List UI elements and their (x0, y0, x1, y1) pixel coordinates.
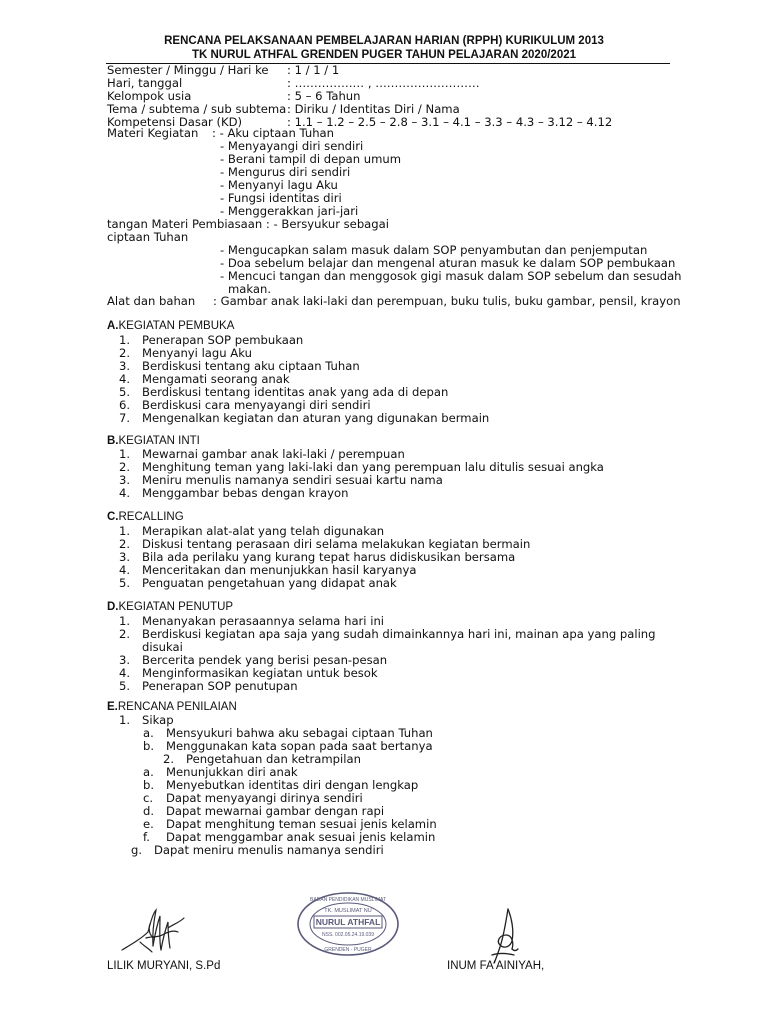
list-item: b. Menggunakan kata sopan pada saat bertanya (143, 739, 433, 753)
left-signatory-name: LILIK MURYANI, S.Pd (107, 960, 221, 972)
list-item: f. Dapat menggambar anak sesuai jenis kelamin (143, 830, 436, 844)
pembiasaan-item: - Mengucapkan salam masuk dalam SOP penyambutan dan penjemputan (220, 243, 648, 257)
semester-label: Semester / Minggu / Hari ke (107, 63, 269, 77)
left-signature (118, 902, 190, 964)
pembiasaan-item: - Mencuci tangan dan menggosok gigi masuk dalam SOP sebelum dan sesudah (220, 269, 682, 283)
list-item: 7. Mengenalkan kegiatan dan aturan yang digunakan bermain (119, 411, 490, 425)
section-b-heading: B.KEGIATAN INTI (107, 435, 200, 447)
materi-item: - Menyanyi lagu Aku (220, 178, 338, 192)
stamp-outer-text: BADAN PENDIDIKAN MUSLIMAT (309, 897, 387, 903)
list-item: a. Mensyukuri bahwa aku sebagai ciptaan Tuhan (143, 726, 433, 740)
materi-item: - Menggerakkan jari-jari (220, 204, 359, 218)
materi-item: - Fungsi identitas diri (220, 191, 342, 205)
list-item: 2. Diskusi tentang perasaan diri selama melakukan kegiatan bermain (119, 537, 531, 551)
section-d-heading: D.KEGIATAN PENUTUP (107, 601, 234, 613)
stamp-bottom-text: GRENDEN - PUGER (324, 947, 372, 953)
section-e-heading: E.RENCANA PENILAIAN (107, 701, 237, 713)
list-item: g. Dapat meniru menulis namanya sendiri (131, 843, 384, 857)
list-item: 4. Menceritakan dan menunjukkan hasil karyanya (119, 563, 417, 577)
alat-value: : Gambar anak laki-laki dan perempuan, buku tulis, buku gambar, pensil, krayon (213, 294, 681, 308)
list-item: a. Menunjukkan diri anak (143, 765, 298, 779)
alat-label: Alat dan bahan (107, 294, 196, 308)
semester-value: : 1 / 1 / 1 (287, 63, 340, 77)
list-item: 1. Mewarnai gambar anak laki-laki / perempuan (119, 447, 405, 461)
theme-value: : Diriku / Identitas Diri / Nama (287, 102, 460, 116)
list-item: 5. Berdiskusi tentang identitas anak yang ada di depan (119, 385, 449, 399)
materi-item: - Berani tampil di depan umum (220, 152, 402, 166)
materi-kegiatan-first: : - Aku ciptaan Tuhan (212, 126, 334, 140)
stamp-top-text: TK. MUSLIMAT NU (324, 908, 372, 914)
pembiasaan-line1: tangan Materi Pembiasaan : - Bersyukur sebagai (107, 217, 389, 231)
school-stamp (296, 890, 400, 958)
list-item: b. Menyebutkan identitas diri dengan lengkap (143, 778, 419, 792)
list-item: 4. Mengamati seorang anak (119, 372, 290, 386)
right-signature (484, 905, 534, 965)
list-item: 1. Penerapan SOP pembukaan (119, 333, 304, 347)
list-item: 5. Penguatan pengetahuan yang didapat anak (119, 576, 397, 590)
list-item: 3. Meniru menulis namanya sendiri sesuai kartu nama (119, 473, 443, 487)
list-item: e. Dapat menghitung teman sesuai jenis kelamin (143, 817, 437, 831)
stamp-nss: NSS. 002.05.24.19.039 (322, 932, 374, 938)
date-value: : ……………… , ……………………… (287, 76, 480, 90)
document-title: RENCANA PELAKSANAAN PEMBELAJARAN HARIAN (RPPH) KURIKULUM 2013 (164, 35, 604, 47)
list-item: 3. Bercerita pendek yang berisi pesan-pesan (119, 653, 388, 667)
materi-item: - Menyayangi diri sendiri (220, 139, 364, 153)
list-item: 1. Menanyakan perasaannya selama hari ini (119, 614, 385, 628)
materi-kegiatan-label: Materi Kegiatan (107, 126, 199, 140)
list-item: 6. Berdiskusi cara menyayangi diri sendiri (119, 398, 371, 412)
list-item: 2. Berdiskusi kegiatan apa saja yang sudah dimainkannya hari ini, mainan apa yang paling (119, 627, 656, 641)
sikap-heading: 1. Sikap (119, 713, 174, 727)
stamp-name: NURUL ATHFAL (315, 917, 381, 927)
kd-value: : 1.1 – 1.2 – 2.5 – 2.8 – 3.1 – 4.1 – 3.3 – 4.3 – 3.12 – 4.12 (287, 115, 613, 129)
list-item-cont: disukai (142, 640, 183, 654)
pembiasaan-item-cont: makan. (228, 282, 272, 296)
list-item: c. Dapat menyayangi dirinya sendiri (143, 791, 363, 805)
list-item: d. Dapat mewarnai gambar dengan rapi (143, 804, 385, 818)
section-c-heading: C.RECALLING (107, 511, 184, 523)
age-value: : 5 – 6 Tahun (287, 89, 361, 103)
pembiasaan-item: - Doa sebelum belajar dan mengenal aturan masuk ke dalam SOP pembukaan (220, 256, 676, 270)
theme-label: Tema / subtema / sub subtema (107, 102, 287, 116)
list-item: 3. Berdiskusi tentang aku ciptaan Tuhan (119, 359, 360, 373)
list-item: 5. Penerapan SOP penutupan (119, 679, 298, 693)
kd-label: Kompetensi Dasar (KD) (107, 115, 243, 129)
list-item: 4. Menggambar bebas dengan krayon (119, 486, 349, 500)
list-item: 4. Menginformasikan kegiatan untuk besok (119, 666, 378, 680)
age-label: Kelompok usia (107, 89, 192, 103)
pengetahuan-heading: 2. Pengetahuan dan ketrampilan (163, 752, 361, 766)
school-title: TK NURUL ATHFAL GRENDEN PUGER TAHUN PELAJARAN 2020/2021 (191, 49, 577, 61)
list-item: 3. Bila ada perilaku yang kurang tepat harus didiskusikan bersama (119, 550, 516, 564)
right-signatory-name: INUM FA'AINIYAH, (447, 960, 545, 972)
date-label: Hari, tanggal (107, 76, 183, 90)
list-item: 2. Menghitung teman yang laki-laki dan yang perempuan lalu ditulis sesuai angka (119, 460, 604, 474)
pembiasaan-line2: ciptaan Tuhan (107, 230, 189, 244)
materi-item: - Mengurus diri sendiri (220, 165, 351, 179)
section-a-heading: A.KEGIATAN PEMBUKA (107, 320, 235, 332)
list-item: 2. Menyanyi lagu Aku (119, 346, 252, 360)
list-item: 1. Merapikan alat-alat yang telah digunakan (119, 524, 385, 538)
